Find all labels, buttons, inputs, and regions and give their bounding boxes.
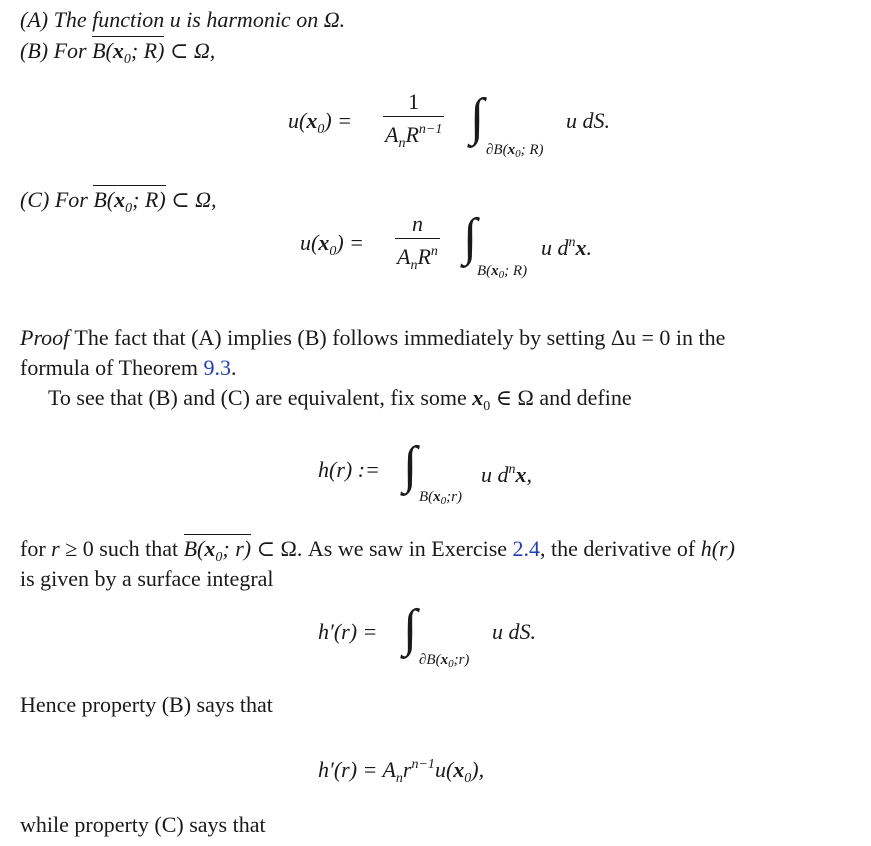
eq-h-integral-sign: ∫ bbox=[403, 437, 418, 494]
eq-hp-lhs: h′(r) = bbox=[318, 619, 378, 644]
item-c-label: (C) bbox=[20, 187, 50, 212]
eq-b-denominator: $A_nR^{n-1}$ bbox=[383, 116, 444, 157]
item-a-omega: Ω. bbox=[323, 7, 346, 32]
item-a-text: The function u is harmonic on bbox=[53, 7, 319, 32]
eq-b-fraction bbox=[383, 90, 444, 157]
item-b-label: (B) bbox=[20, 38, 49, 63]
eq-hp-integral-sign: ∫ bbox=[403, 600, 418, 657]
eq-c-lhs: $u(x_0)$ = bbox=[300, 230, 364, 259]
eq-c-denominator: $A_nR^n$ bbox=[395, 238, 440, 279]
item-c-ball: $B(x_0$; R) bbox=[93, 187, 166, 216]
eq-c-domain: $B(x_0$; R) bbox=[477, 263, 528, 281]
eq-c-numerator: n bbox=[411, 211, 423, 236]
item-b-for: For bbox=[53, 38, 87, 63]
eq-c-integrand: u $d^nx$. bbox=[541, 235, 592, 260]
item-b-subset: ⊂ Ω, bbox=[169, 38, 216, 63]
eq-hp-integrand: u dS. bbox=[492, 619, 536, 644]
exercise-link[interactable]: 2.4 bbox=[512, 536, 541, 561]
eq-b-domain: $\partial B(x_0$; R) bbox=[486, 142, 544, 160]
item-c bbox=[20, 185, 217, 224]
eq-b-integral-sign: ∫ bbox=[470, 89, 485, 146]
para2-ball: $B(x_0$; r) bbox=[183, 536, 252, 565]
eq-c-integral-sign: ∫ bbox=[463, 209, 478, 266]
eq-h-integrand: u $d^nx$, bbox=[481, 462, 532, 487]
eq-hp-domain: $\partial B(x_0;r)$ bbox=[419, 652, 470, 670]
item-b bbox=[20, 36, 215, 75]
item-b-ball: $B(x_0$; R) bbox=[92, 38, 165, 67]
para2-line-1: for r ≥ 0 such that $B(x_0$; r) ⊂ Ω. As we saw in Exercise 2.4, the derivative of h(r) bbox=[20, 536, 735, 565]
item-a bbox=[20, 5, 345, 35]
item-c-subset: ⊂ Ω, bbox=[171, 187, 217, 212]
eq-c-fraction bbox=[395, 212, 440, 279]
equation-hprime-2: $h'(r) = A_nr^{n-1}u(x_0)$, bbox=[318, 757, 485, 786]
proof-line-3: To see that (B) and (C) are equivalent, fix some $x_0$ ∈ Ω and define bbox=[48, 385, 632, 414]
proof-line-2: formula of Theorem 9.3. bbox=[20, 355, 237, 380]
para2-line-2: is given by a surface integral bbox=[20, 566, 274, 591]
proof-line-1 bbox=[20, 323, 725, 353]
eq-b-integrand: u dS. bbox=[566, 108, 610, 133]
item-c-for: For bbox=[54, 187, 88, 212]
while-text: while property (C) says that bbox=[20, 812, 266, 837]
proof-label: Proof bbox=[20, 325, 70, 350]
theorem-link[interactable]: 9.3 bbox=[203, 355, 231, 380]
hence-text: Hence property (B) says that bbox=[20, 692, 273, 717]
eq-b-lhs: $u(x_0)$ = bbox=[288, 108, 352, 137]
eq-b-numerator: 1 bbox=[408, 89, 420, 114]
eq-h-lhs: h(r) := bbox=[318, 457, 380, 482]
eq-h-domain: $B(x_0;r)$ bbox=[419, 489, 462, 507]
item-a-label: (A) bbox=[20, 7, 49, 32]
proof-text-1: The fact that (A) implies (B) follows immediately by setting Δu = 0 in the bbox=[74, 325, 726, 350]
